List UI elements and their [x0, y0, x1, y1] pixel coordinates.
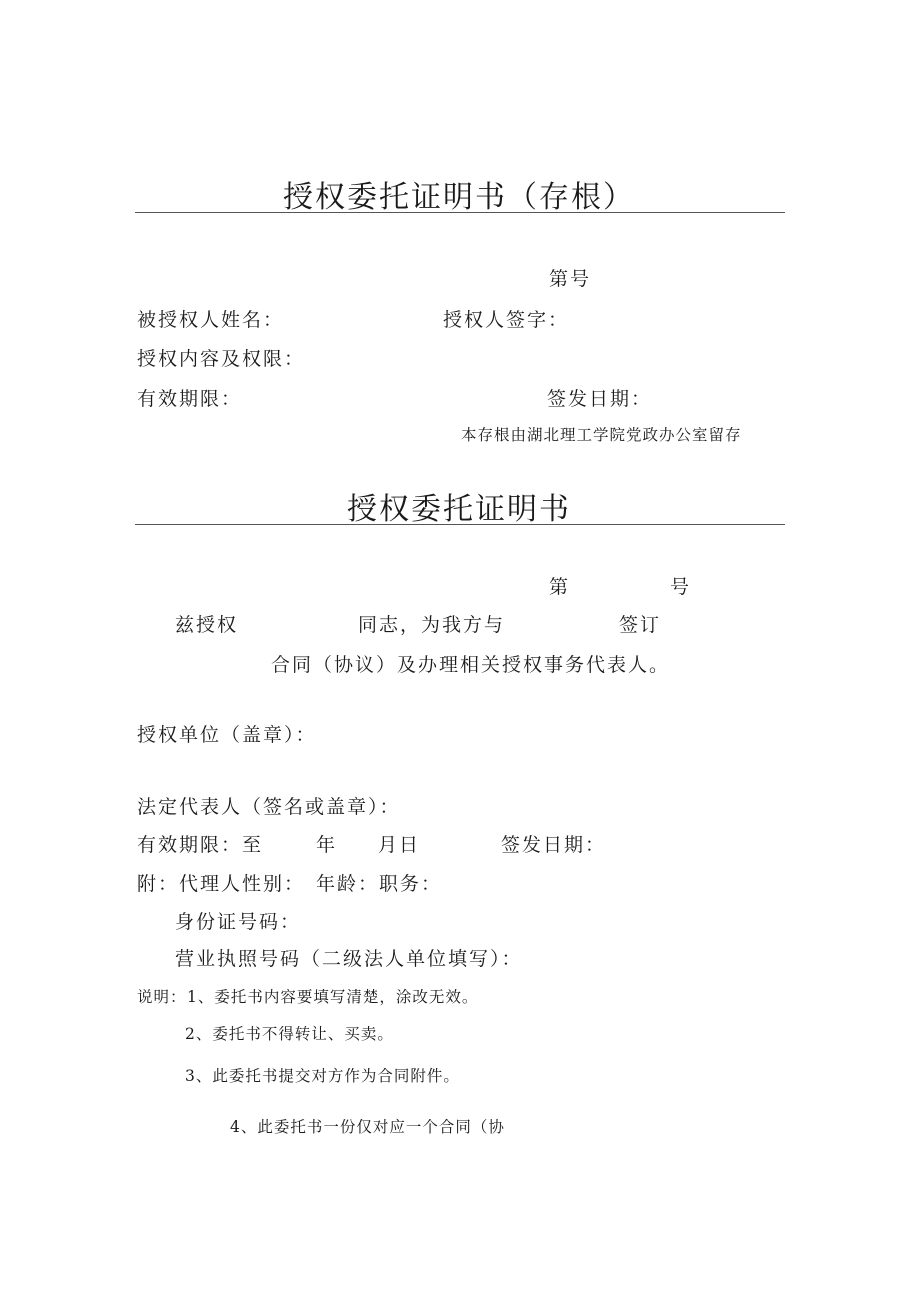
note-item-2: 2、委托书不得转让、买卖。	[185, 1025, 394, 1043]
note-item-4: 4、此委托书一份仅对应一个合同（协	[230, 1118, 505, 1136]
authorize-text-a: 兹授权	[175, 614, 239, 636]
stub-title: 授权委托证明书（存根）	[283, 180, 635, 215]
agent-gender-label: 附：代理人性别：	[137, 873, 306, 895]
validity-month-day: 月日	[378, 834, 421, 856]
note-item-1: 1、委托书内容要填写清楚，涂改无效。	[187, 988, 479, 1006]
certificate-no-suffix: 号	[670, 576, 692, 598]
certificate-title: 授权委托证明书	[347, 492, 571, 527]
authorize-text-c: 签订	[619, 614, 662, 636]
certificate-title-rule	[135, 524, 785, 525]
stub-validity-label: 有效期限：	[137, 388, 243, 410]
stub-grantor-signature-label: 授权人签字：	[443, 309, 570, 331]
stub-scope-label: 授权内容及权限：	[137, 348, 306, 370]
legal-representative-label: 法定代表人（签名或盖章）：	[137, 796, 401, 818]
note-item-3: 3、此委托书提交对方作为合同附件。	[185, 1067, 460, 1085]
notes-label: 说明：	[137, 988, 187, 1006]
stub-note: 本存根由湖北理工学院党政办公室留存	[461, 426, 742, 444]
business-license-label: 营业执照号码（二级法人单位填写）：	[175, 948, 523, 970]
certificate-no-prefix: 第	[549, 576, 571, 598]
stub-title-rule	[135, 212, 785, 213]
issue-date-label: 签发日期：	[501, 834, 607, 856]
validity-year: 年	[316, 834, 338, 856]
agent-age-duty-label: 年龄：职务：	[316, 873, 443, 895]
validity-label: 有效期限：至	[137, 834, 264, 856]
unit-seal-label: 授权单位（盖章）：	[137, 724, 317, 746]
stub-number: 第号	[549, 268, 592, 290]
authorize-text-b: 同志，为我方与	[358, 614, 506, 636]
stub-issue-date-label: 签发日期：	[547, 388, 653, 410]
authorize-text-line2: 合同（协议）及办理相关授权事务代表人。	[271, 654, 671, 676]
stub-grantee-name-label: 被授权人姓名：	[137, 309, 285, 331]
id-number-label: 身份证号码：	[175, 911, 302, 933]
